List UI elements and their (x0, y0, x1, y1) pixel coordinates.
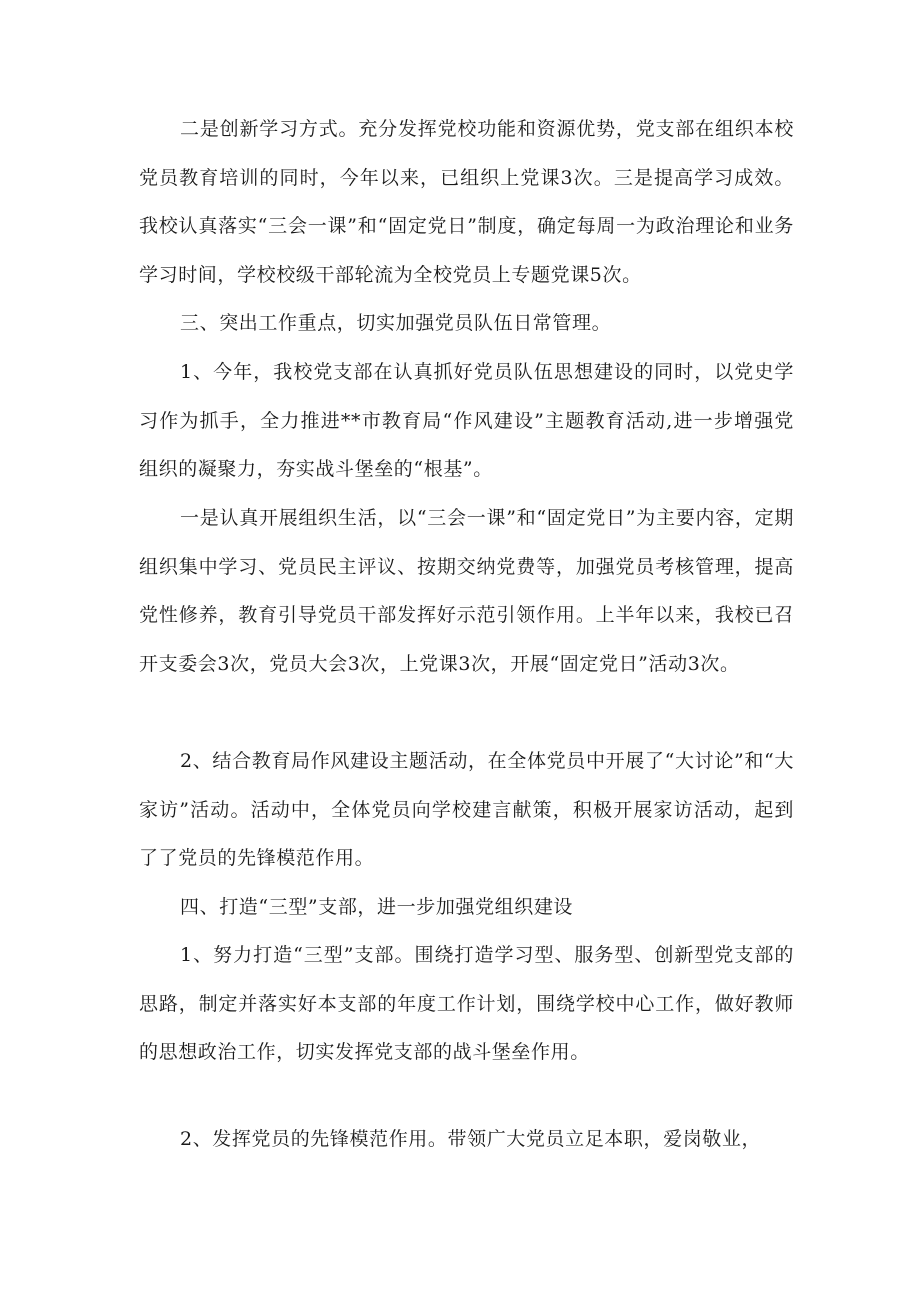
section-heading-three: 三、突出工作重点，切实加强党员队伍日常管理。 (180, 312, 612, 334)
section-heading-four: 四、打造“三型”支部，进一步加强党组织建设 (180, 896, 574, 918)
paragraph-item-2-vanguard: 2、发挥党员的先锋模范作用。带领广大党员立足本职，爱岗敬业， (180, 1128, 762, 1150)
paragraph-item-1-three-types: 1、努力打造“三型”支部。围绕打造学习型、服务型、创新型党支部的思路，制定并落实好本支部的年度工作计划，围绕学校中心工作，做好教师的思想政治工作，切实发挥党支部的战斗堡垒作用。 (139, 944, 794, 1064)
paragraph-study-methods: 二是创新学习方式。充分发挥党校功能和资源优势，党支部在组织本校党员教育培训的同时，今年以来，已组织上党课3次。三是提高学习成效。我校认真落实“三会一课”和“固定党日”制度，确定每周一为政治理论和业务学习时间，学校校级干部轮流为全校党员上专题党课5次。 (139, 118, 794, 286)
paragraph-organization-life: 一是认真开展组织生活，以“三会一课”和“固定党日”为主要内容，定期组织集中学习、党员民主评议、按期交纳党费等，加强党员考核管理，提高党性修养，教育引导党员干部发挥好示范引领作用。上半年以来，我校已召开支委会3次，党员大会3次，上党课3次，开展“固定党日”活动3次。 (139, 507, 794, 675)
paragraph-item-1-party-history: 1、今年，我校党支部在认真抓好党员队伍思想建设的同时，以党史学习作为抓手，全力推进**市教育局“作风建设”主题教育活动,进一步增强党组织的凝聚力，夯实战斗堡垒的“根基”。 (139, 361, 794, 481)
paragraph-item-2-discussion: 2、结合教育局作风建设主题活动，在全体党员中开展了“大讨论”和“大家访”活动。活动中，全体党员向学校建言献策，积极开展家访活动，起到了了党员的先锋模范作用。 (139, 750, 794, 870)
